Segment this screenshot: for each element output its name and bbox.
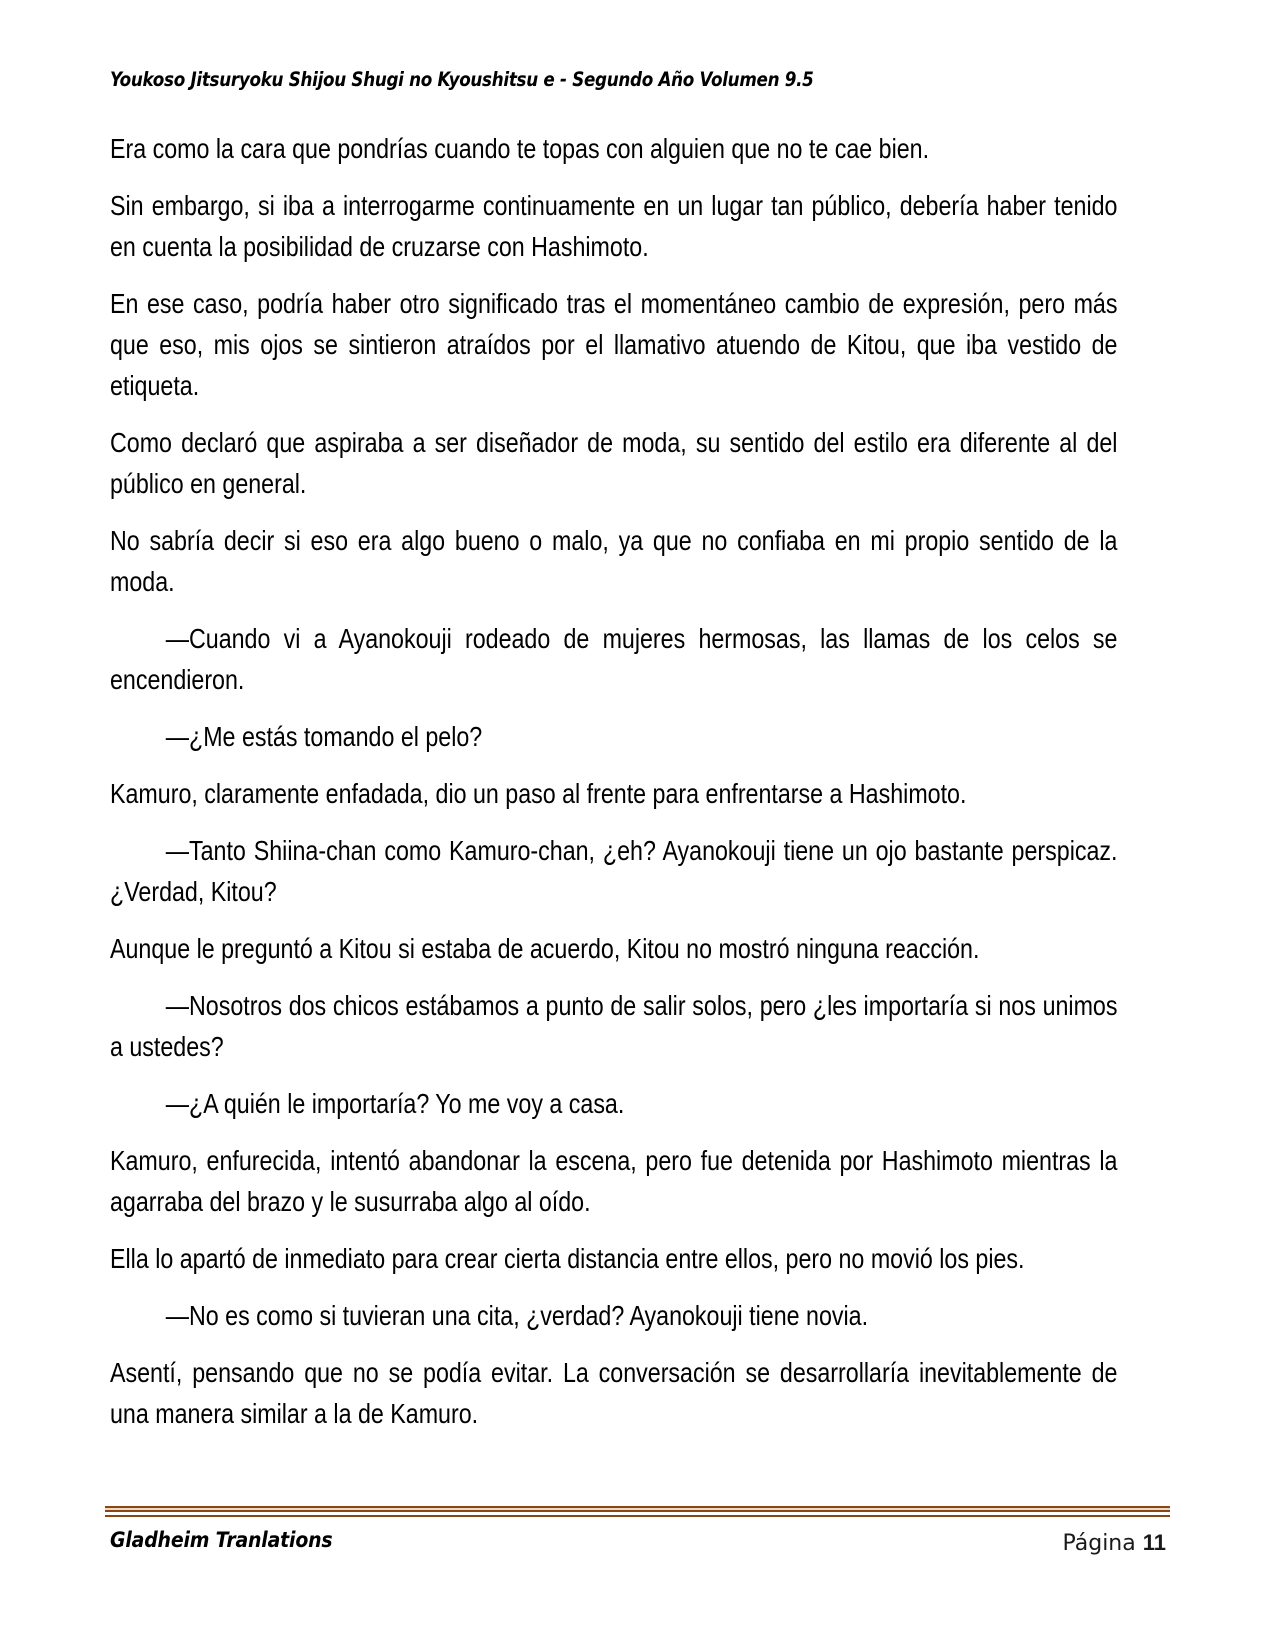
page-number-value: 11 [1142,1530,1166,1555]
paragraph: Kamuro, claramente enfadada, dio un paso al frente para enfrentarse a Hashimoto. [110,778,967,809]
header-title: Youkoso Jitsuryoku Shijou Shugi no Kyoushitsu e - Segundo Año Volumen 9.5 [110,68,814,91]
dialogue-paragraph: —¿Me estás tomando el pelo? [165,721,483,752]
paragraph: Como declaró que aspiraba a ser diseñador de moda, su sentido del estilo era diferente al del público en general. [110,427,1118,499]
dialogue-paragraph: —Tanto Shiina-chan como Kamuro-chan, ¿eh? Ayanokouji tiene un ojo bastante perspicaz. ¿Verdad, Kitou? [110,835,1118,907]
paragraph: En ese caso, podría haber otro significado tras el momentáneo cambio de expresión, pero más que eso, mis ojos se sintieron atraídos por el llamativo atuendo de Kitou, que iba vestido de etiqueta. [110,288,1118,401]
dialogue-paragraph: —Nosotros dos chicos estábamos a punto de salir solos, pero ¿les importaría si nos unimos a ustedes? [110,990,1118,1062]
dialogue-paragraph: —No es como si tuvieran una cita, ¿verdad? Ayanokouji tiene novia. [165,1300,869,1331]
footer-brand: Gladheim Tranlations [110,1528,333,1552]
paragraph: Era como la cara que pondrías cuando te topas con alguien que no te cae bien. [110,133,930,164]
page-body [110,128,1117,1434]
footer-divider [105,1506,1170,1517]
paragraph: Aunque le preguntó a Kitou si estaba de acuerdo, Kitou no mostró ninguna reacción. [110,933,980,964]
paragraph: Asentí, pensando que no se podía evitar. La conversación se desarrollaría inevitablemente de una manera similar a la de Kamuro. [110,1357,1118,1429]
page-number-label [1062,1530,1166,1556]
page-header [110,68,1115,102]
dialogue-paragraph: —Cuando vi a Ayanokouji rodeado de mujeres hermosas, las llamas de los celos se encendieron. [110,623,1118,695]
paragraph: Ella lo apartó de inmediato para crear cierta distancia entre ellos, pero no movió los pies. [110,1243,1025,1274]
paragraph: No sabría decir si eso era algo bueno o malo, ya que no confiaba en mi propio sentido de la moda. [110,525,1118,597]
dialogue-paragraph: —¿A quién le importaría? Yo me voy a casa. [165,1088,625,1119]
paragraph: Kamuro, enfurecida, intentó abandonar la escena, pero fue detenida por Hashimoto mientras la agarraba del brazo y le susurraba algo al oído. [110,1145,1118,1217]
paragraph: Sin embargo, si iba a interrogarme continuamente en un lugar tan público, debería haber tenido en cuenta la posibilidad de cruzarse con Hashimoto. [110,190,1118,262]
page-label-text: Página [1062,1531,1143,1556]
page-footer [105,1506,1170,1564]
footer-row [105,1528,1170,1564]
